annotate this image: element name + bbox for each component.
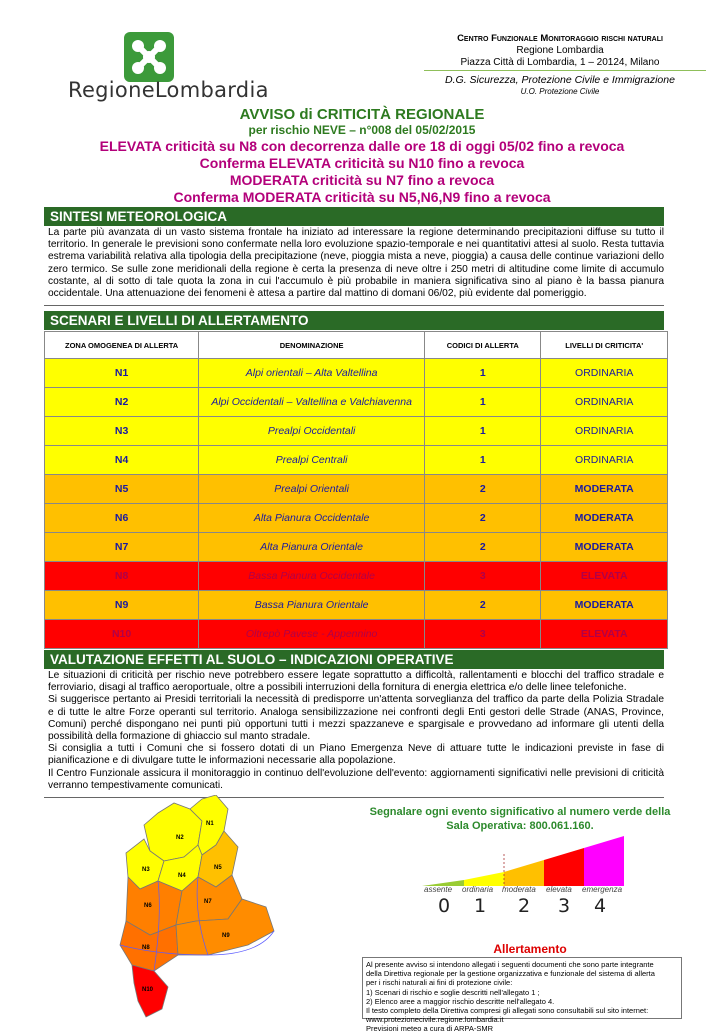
note-line: della Direttiva regionale per la gestione organizzativa e funzionale del sistema di allerta [366, 969, 655, 979]
alert-line-2: Conferma ELEVATA criticità su N10 fino a revoca [199, 155, 525, 171]
lombardy-alert-map [98, 795, 338, 1019]
zone-name-cell: Alpi Occidentali – Valtellina e Valchiavenna [199, 388, 425, 417]
table-row [45, 446, 668, 475]
zone-name-cell: Prealpi Centrali [199, 446, 425, 475]
alert-table [44, 331, 668, 649]
website-link[interactable]: www.protezionecivile.regione.lombardia.it [366, 1015, 504, 1025]
map-label: N2 [176, 835, 184, 841]
scale-number: 2 [518, 895, 531, 917]
scale-segment-elevata [544, 848, 584, 886]
scale-level-label: ordinaria [462, 885, 494, 894]
scale-segment-ordinaria [464, 872, 504, 886]
note-line: 2) Elenco aree a maggior rischio descritte nell'allegato 4. [366, 996, 555, 1006]
column-header: CODICI DI ALLERTA [425, 332, 541, 359]
scale-number: 3 [558, 895, 571, 917]
map-label: N8 [142, 945, 150, 951]
paragraph: Le situazioni di criticità per rischio neve potrebbero essere legate soprattutto a difficoltà, rallentamenti e blocchi del traffico stradale e ferroviario, disagi al traffico aeroportuale, oltre a possibili interruzioni della fornitura di energia elettrica e/o delle linee telefoniche. [48, 670, 664, 694]
paragraph: Si suggerisce pertanto ai Presidi territoriali la necessità di predisporre un'attenta sorveglianza del traffico da parte della Polizia Stradale e di tutte le altre Forze operanti sul territorio. Analoga sensibilizzazione nei confronti degli Enti gestori delle Strade (ANAS, Province, Comuni) perché dispongano nei punti più opportuni tutti i mezzi spazzaneve e spargisale e provvedano ad informare gli utenti della possibilità della formazione di ghiaccio sul manto stradale. [48, 694, 664, 743]
alert-code-cell: 1 [425, 388, 541, 417]
paragraph: Si consiglia a tutti i Comuni che si fossero dotati di un Piano Emergenza Neve di attuare tutte le indicazioni previste in fase di pianificazione e di divulgare tutte le informazioni necessarie alla popolazione. [48, 743, 664, 767]
criticality-level-cell: MODERATA [541, 533, 668, 562]
zone-code-cell: N8 [45, 562, 199, 591]
header-organization: Centro Funzionale Monitoraggio rischi naturali [457, 33, 663, 44]
column-header: ZONA OMOGENEA DI ALLERTA [45, 332, 199, 359]
zone-name-cell: Bassa Pianura Occidentale [199, 562, 425, 591]
map-label: N9 [222, 933, 230, 939]
zone-code-cell: N9 [45, 591, 199, 620]
table-header-row [45, 332, 668, 359]
scale-level-label: moderata [502, 885, 536, 894]
section-heading-valutazione: VALUTAZIONE EFFETTI AL SUOLO – INDICAZIONI OPERATIVE [44, 650, 664, 669]
table-row [45, 475, 668, 504]
map-label: N1 [206, 821, 214, 827]
divider [44, 305, 664, 306]
zone-name-cell: Alta Pianura Orientale [199, 533, 425, 562]
criticality-level-cell: ELEVATA [541, 620, 668, 649]
scale-level-label: elevata [546, 885, 572, 894]
zone-code-cell: N1 [45, 359, 199, 388]
alert-line-3: MODERATA criticità su N7 fino a revoca [229, 172, 495, 188]
header-region: Regione Lombardia [516, 45, 604, 56]
alert-line-1: ELEVATA criticità su N8 con decorrenza dalle ore 18 di oggi 05/02 fino a revoca [99, 138, 625, 154]
header-divider [424, 70, 706, 71]
notes-box [362, 957, 682, 1034]
map-label: N6 [144, 903, 152, 909]
note-line: per i rischi naturali ai fini di protezione civile: [366, 978, 513, 988]
zone-name-cell: Prealpi Occidentali [199, 417, 425, 446]
table-row [45, 533, 668, 562]
zone-code-cell: N7 [45, 533, 199, 562]
alert-level-scale [418, 834, 632, 944]
regione-lombardia-logo-icon [124, 32, 174, 82]
header-unit: U.O. Protezione Civile [520, 87, 600, 96]
scale-caption: Allertamento [493, 942, 567, 956]
alert-code-cell: 1 [425, 446, 541, 475]
table-row [45, 504, 668, 533]
paragraph: Il Centro Funzionale assicura il monitoraggio in continuo dell'evoluzione dell'evento: aggiornamenti significativi nelle previsioni di criticità verranno tempestivamente comunicati. [48, 767, 664, 791]
alert-line-4: Conferma MODERATA criticità su N5,N6,N9 fino a revoca [173, 189, 551, 205]
table-row [45, 562, 668, 591]
scale-segment-moderata [504, 860, 544, 886]
alert-code-cell: 3 [425, 620, 541, 649]
logo-text: RegioneLombardia [68, 78, 269, 102]
table-row [45, 620, 668, 649]
zone-name-cell: Prealpi Orientali [199, 475, 425, 504]
scale-number: 4 [594, 895, 607, 917]
document-title: AVVISO di CRITICITÀ REGIONALE [239, 106, 485, 123]
header-address: Piazza Città di Lombardia, 1 – 20124, Milano [460, 57, 660, 68]
scale-level-label: emergenza [582, 885, 623, 894]
table-row [45, 359, 668, 388]
alert-code-cell: 1 [425, 417, 541, 446]
zone-name-cell: Alta Pianura Occidentale [199, 504, 425, 533]
alert-code-cell: 2 [425, 591, 541, 620]
alert-code-cell: 2 [425, 533, 541, 562]
zone-code-cell: N5 [45, 475, 199, 504]
zone-code-cell: N10 [45, 620, 199, 649]
zone-code-cell: N2 [45, 388, 199, 417]
zone-name-cell: Alpi orientali – Alta Valtellina [199, 359, 425, 388]
alert-code-cell: 3 [425, 562, 541, 591]
note-line: Previsioni meteo a cura di ARPA-SMR [366, 1024, 493, 1034]
criticality-level-cell: ORDINARIA [541, 388, 668, 417]
map-label: N7 [204, 899, 212, 905]
header-directorate: D.G. Sicurezza, Protezione Civile e Immigrazione [445, 74, 675, 86]
scale-level-label: assente [424, 885, 453, 894]
criticality-level-cell: MODERATA [541, 475, 668, 504]
map-label: N5 [214, 865, 222, 871]
table-row [45, 388, 668, 417]
section-heading-scenari: SCENARI E LIVELLI DI ALLERTAMENTO [44, 311, 664, 330]
contact-line-1: Segnalare ogni evento significativo al numero verde della [369, 806, 671, 818]
criticality-level-cell: ELEVATA [541, 562, 668, 591]
criticality-level-cell: MODERATA [541, 591, 668, 620]
column-header: DENOMINAZIONE [199, 332, 425, 359]
alert-code-cell: 2 [425, 475, 541, 504]
alert-code-cell: 2 [425, 504, 541, 533]
column-header: LIVELLI DI CRITICITA' [541, 332, 668, 359]
contact-line-2: Sala Operativa: 800.061.160. [446, 820, 594, 832]
zone-code-cell: N4 [45, 446, 199, 475]
map-label: N3 [142, 867, 150, 873]
zone-code-cell: N3 [45, 417, 199, 446]
table-row [45, 591, 668, 620]
criticality-level-cell: ORDINARIA [541, 417, 668, 446]
zone-name-cell: Bassa Pianura Orientale [199, 591, 425, 620]
note-line: 1) Scenari di rischio e soglie descritti nell'allegato 1 ; [366, 987, 540, 997]
section-heading-sintesi: SINTESI METEOROLOGICA [44, 207, 664, 226]
zone-code-cell: N6 [45, 504, 199, 533]
note-line: Il testo completo della Direttiva compresi gli allegati sono consultabili sul sito internet: [366, 1006, 649, 1016]
zone-name-cell: Oltrepò Pavese - Appennino [199, 620, 425, 649]
map-label: N4 [178, 873, 186, 879]
scale-number: 0 [438, 895, 451, 917]
document-subtitle: per rischio NEVE – n°008 del 05/02/2015 [248, 123, 476, 137]
scale-segment-emergenza [584, 836, 624, 886]
alert-code-cell: 1 [425, 359, 541, 388]
criticality-level-cell: ORDINARIA [541, 359, 668, 388]
valutazione-text [48, 670, 664, 792]
sintesi-text: La parte più avanzata di un vasto sistema frontale ha iniziato ad interessare la regione determinando precipitazioni diffuse su tutto il territorio. In generale le previsioni sono confermate nella loro evoluzione spazio-temporale e nei quantitativi attesi al suolo. Resta tuttavia estrema variabilità relativa alla tipologia della precipitazione (neve, pioggia mista a neve, pioggia) a causa delle continue variazioni dello zero termico. Se sulle zone meridionali della regione è certa la presenza di neve oltre i 250 metri di altitudine come limite di accumulo costante, al di sotto di tale quota la zona in cui l'accumulo è più probabile in maniera significativa sino al piano è la bassa pianura occidentale. Una attenuazione dei fenomeni è attesa a partire dal mattino di domani 06/02, più evidente dal pomeriggio. [48, 227, 664, 300]
note-line: Al presente avviso si intendono allegati i seguenti documenti che sono parte integrante [366, 960, 654, 969]
criticality-level-cell: MODERATA [541, 504, 668, 533]
table-row [45, 417, 668, 446]
map-label: N10 [142, 987, 154, 993]
criticality-level-cell: ORDINARIA [541, 446, 668, 475]
scale-number: 1 [474, 895, 487, 917]
